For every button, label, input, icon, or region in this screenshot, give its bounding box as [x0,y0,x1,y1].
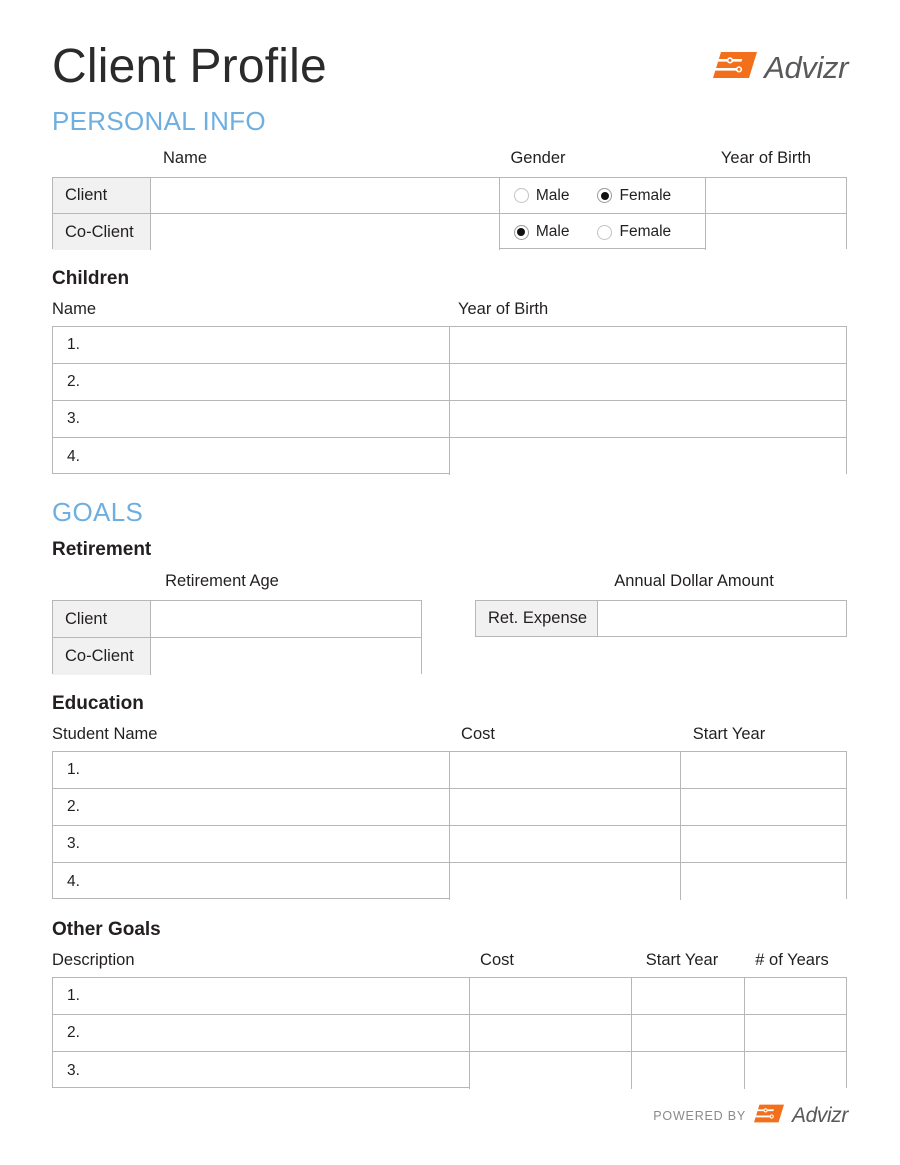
row-label-retirement-client: Client [53,601,151,637]
education-student-name-input-3[interactable]: 3. [53,826,450,862]
client-gender-group[interactable] [500,178,706,213]
table-row [476,601,846,636]
table-row [53,1052,846,1089]
table-row [53,752,846,789]
row-label-retirement-co-client: Co-Client [53,638,151,675]
column-header-gender: Gender [510,149,566,167]
other-goal-start-year-input-3[interactable] [632,1052,745,1089]
education-cost-input-4[interactable] [450,863,681,900]
child-name-input-3[interactable]: 3. [53,401,450,437]
other-goals-table [52,977,847,1088]
column-header-name: Name [162,149,208,167]
child-name-input-2[interactable]: 2. [53,364,450,400]
client-year-of-birth-input[interactable] [706,178,846,213]
other-goal-description-input-1[interactable]: 1. [53,978,470,1014]
radio-unchecked-icon[interactable] [597,225,612,240]
column-header-student-name: Student Name [52,725,158,743]
education-start-year-input-1[interactable] [681,752,846,788]
other-goal-cost-input-2[interactable] [470,1015,633,1051]
page-title: Client Profile [52,40,327,93]
co-client-gender-male-option[interactable] [514,223,570,241]
subsection-heading-retirement: Retirement [52,539,152,560]
child-year-of-birth-input-2[interactable] [450,364,846,400]
retirement-age-table [52,600,422,674]
column-header-annual-dollar-amount: Annual Dollar Amount [614,572,774,590]
table-row [53,327,846,364]
education-start-year-input-2[interactable] [681,789,846,825]
advizr-slider-logo-icon [754,1103,784,1129]
children-table [52,326,847,474]
table-row [53,364,846,401]
other-goal-description-input-3[interactable]: 3. [53,1052,470,1089]
client-gender-female-option[interactable] [597,187,671,205]
column-header-other-start-year: Start Year [645,951,719,969]
education-student-name-input-1[interactable]: 1. [53,752,450,788]
education-cost-input-2[interactable] [450,789,681,825]
row-label-client: Client [53,178,151,213]
co-client-name-input[interactable] [151,214,500,250]
retirement-age-client-input[interactable] [151,601,421,637]
row-label-ret-expense: Ret. Expense [476,601,598,636]
advizr-slider-logo-icon [713,50,757,85]
advizr-logo [713,50,848,85]
education-cost-input-1[interactable] [450,752,681,788]
other-goal-start-year-input-2[interactable] [632,1015,745,1051]
other-goal-cost-input-1[interactable] [470,978,633,1014]
radio-unchecked-icon[interactable] [514,188,529,203]
subsection-heading-education: Education [52,693,144,714]
radio-label-female: Female [619,223,672,240]
retirement-age-co-client-input[interactable] [151,638,421,675]
ret-expense-amount-input[interactable] [598,601,846,636]
education-cost-input-3[interactable] [450,826,681,862]
child-year-of-birth-input-3[interactable] [450,401,846,437]
child-name-input-4[interactable]: 4. [53,438,450,475]
table-row [53,601,421,638]
section-heading-personal-info: PERSONAL INFO [52,106,266,136]
retirement-expense-table [475,600,847,637]
page-header [52,38,848,100]
other-goal-num-years-input-1[interactable] [745,978,846,1014]
powered-by-label: POWERED BY [653,1108,747,1123]
other-goal-num-years-input-3[interactable] [745,1052,846,1089]
page-footer [653,1100,848,1131]
education-student-name-input-4[interactable]: 4. [53,863,450,900]
table-row [53,863,846,900]
row-label-co-client: Co-Client [53,214,151,250]
radio-label-male: Male [535,186,570,204]
radio-checked-icon[interactable] [597,188,612,203]
advizr-wordmark: Advizr [764,50,848,85]
column-header-education-start-year: Start Year [692,725,766,743]
co-client-gender-group[interactable] [500,214,706,250]
column-header-children-year-of-birth: Year of Birth [458,300,549,318]
table-row [53,789,846,826]
advizr-wordmark-footer: Advizr [792,1104,848,1127]
education-start-year-input-3[interactable] [681,826,846,862]
column-header-children-name: Name [52,300,97,318]
column-header-description: Description [52,951,135,969]
table-row [53,978,846,1015]
radio-label-male: Male [535,223,570,240]
table-row [53,178,846,214]
subsection-heading-other-goals: Other Goals [52,919,161,940]
co-client-year-of-birth-input[interactable] [706,214,846,250]
client-name-input[interactable] [151,178,500,213]
table-row [53,214,846,250]
client-gender-male-option[interactable] [514,187,570,205]
table-row [53,826,846,863]
education-student-name-input-2[interactable]: 2. [53,789,450,825]
table-row [53,401,846,438]
table-row [53,638,421,675]
column-header-education-cost: Cost [461,725,495,743]
column-header-year-of-birth: Year of Birth [720,149,812,167]
column-header-num-of-years: # of Years [755,951,829,969]
other-goal-description-input-2[interactable]: 2. [53,1015,470,1051]
column-header-other-cost: Cost [480,951,514,969]
other-goal-num-years-input-2[interactable] [745,1015,846,1051]
table-row [53,1015,846,1052]
co-client-gender-female-option[interactable] [597,223,671,241]
personal-info-table [52,177,847,249]
child-year-of-birth-input-4[interactable] [450,438,846,475]
table-row [53,438,846,475]
child-year-of-birth-input-1[interactable] [450,327,846,363]
education-start-year-input-4[interactable] [681,863,846,900]
other-goal-start-year-input-1[interactable] [632,978,745,1014]
radio-label-female: Female [619,186,672,204]
other-goal-cost-input-3[interactable] [470,1052,633,1089]
subsection-heading-children: Children [52,268,130,289]
column-header-retirement-age: Retirement Age [165,572,279,590]
child-name-input-1[interactable]: 1. [53,327,450,363]
education-table [52,751,847,899]
radio-checked-icon[interactable] [514,225,529,240]
section-heading-goals: GOALS [52,497,144,527]
